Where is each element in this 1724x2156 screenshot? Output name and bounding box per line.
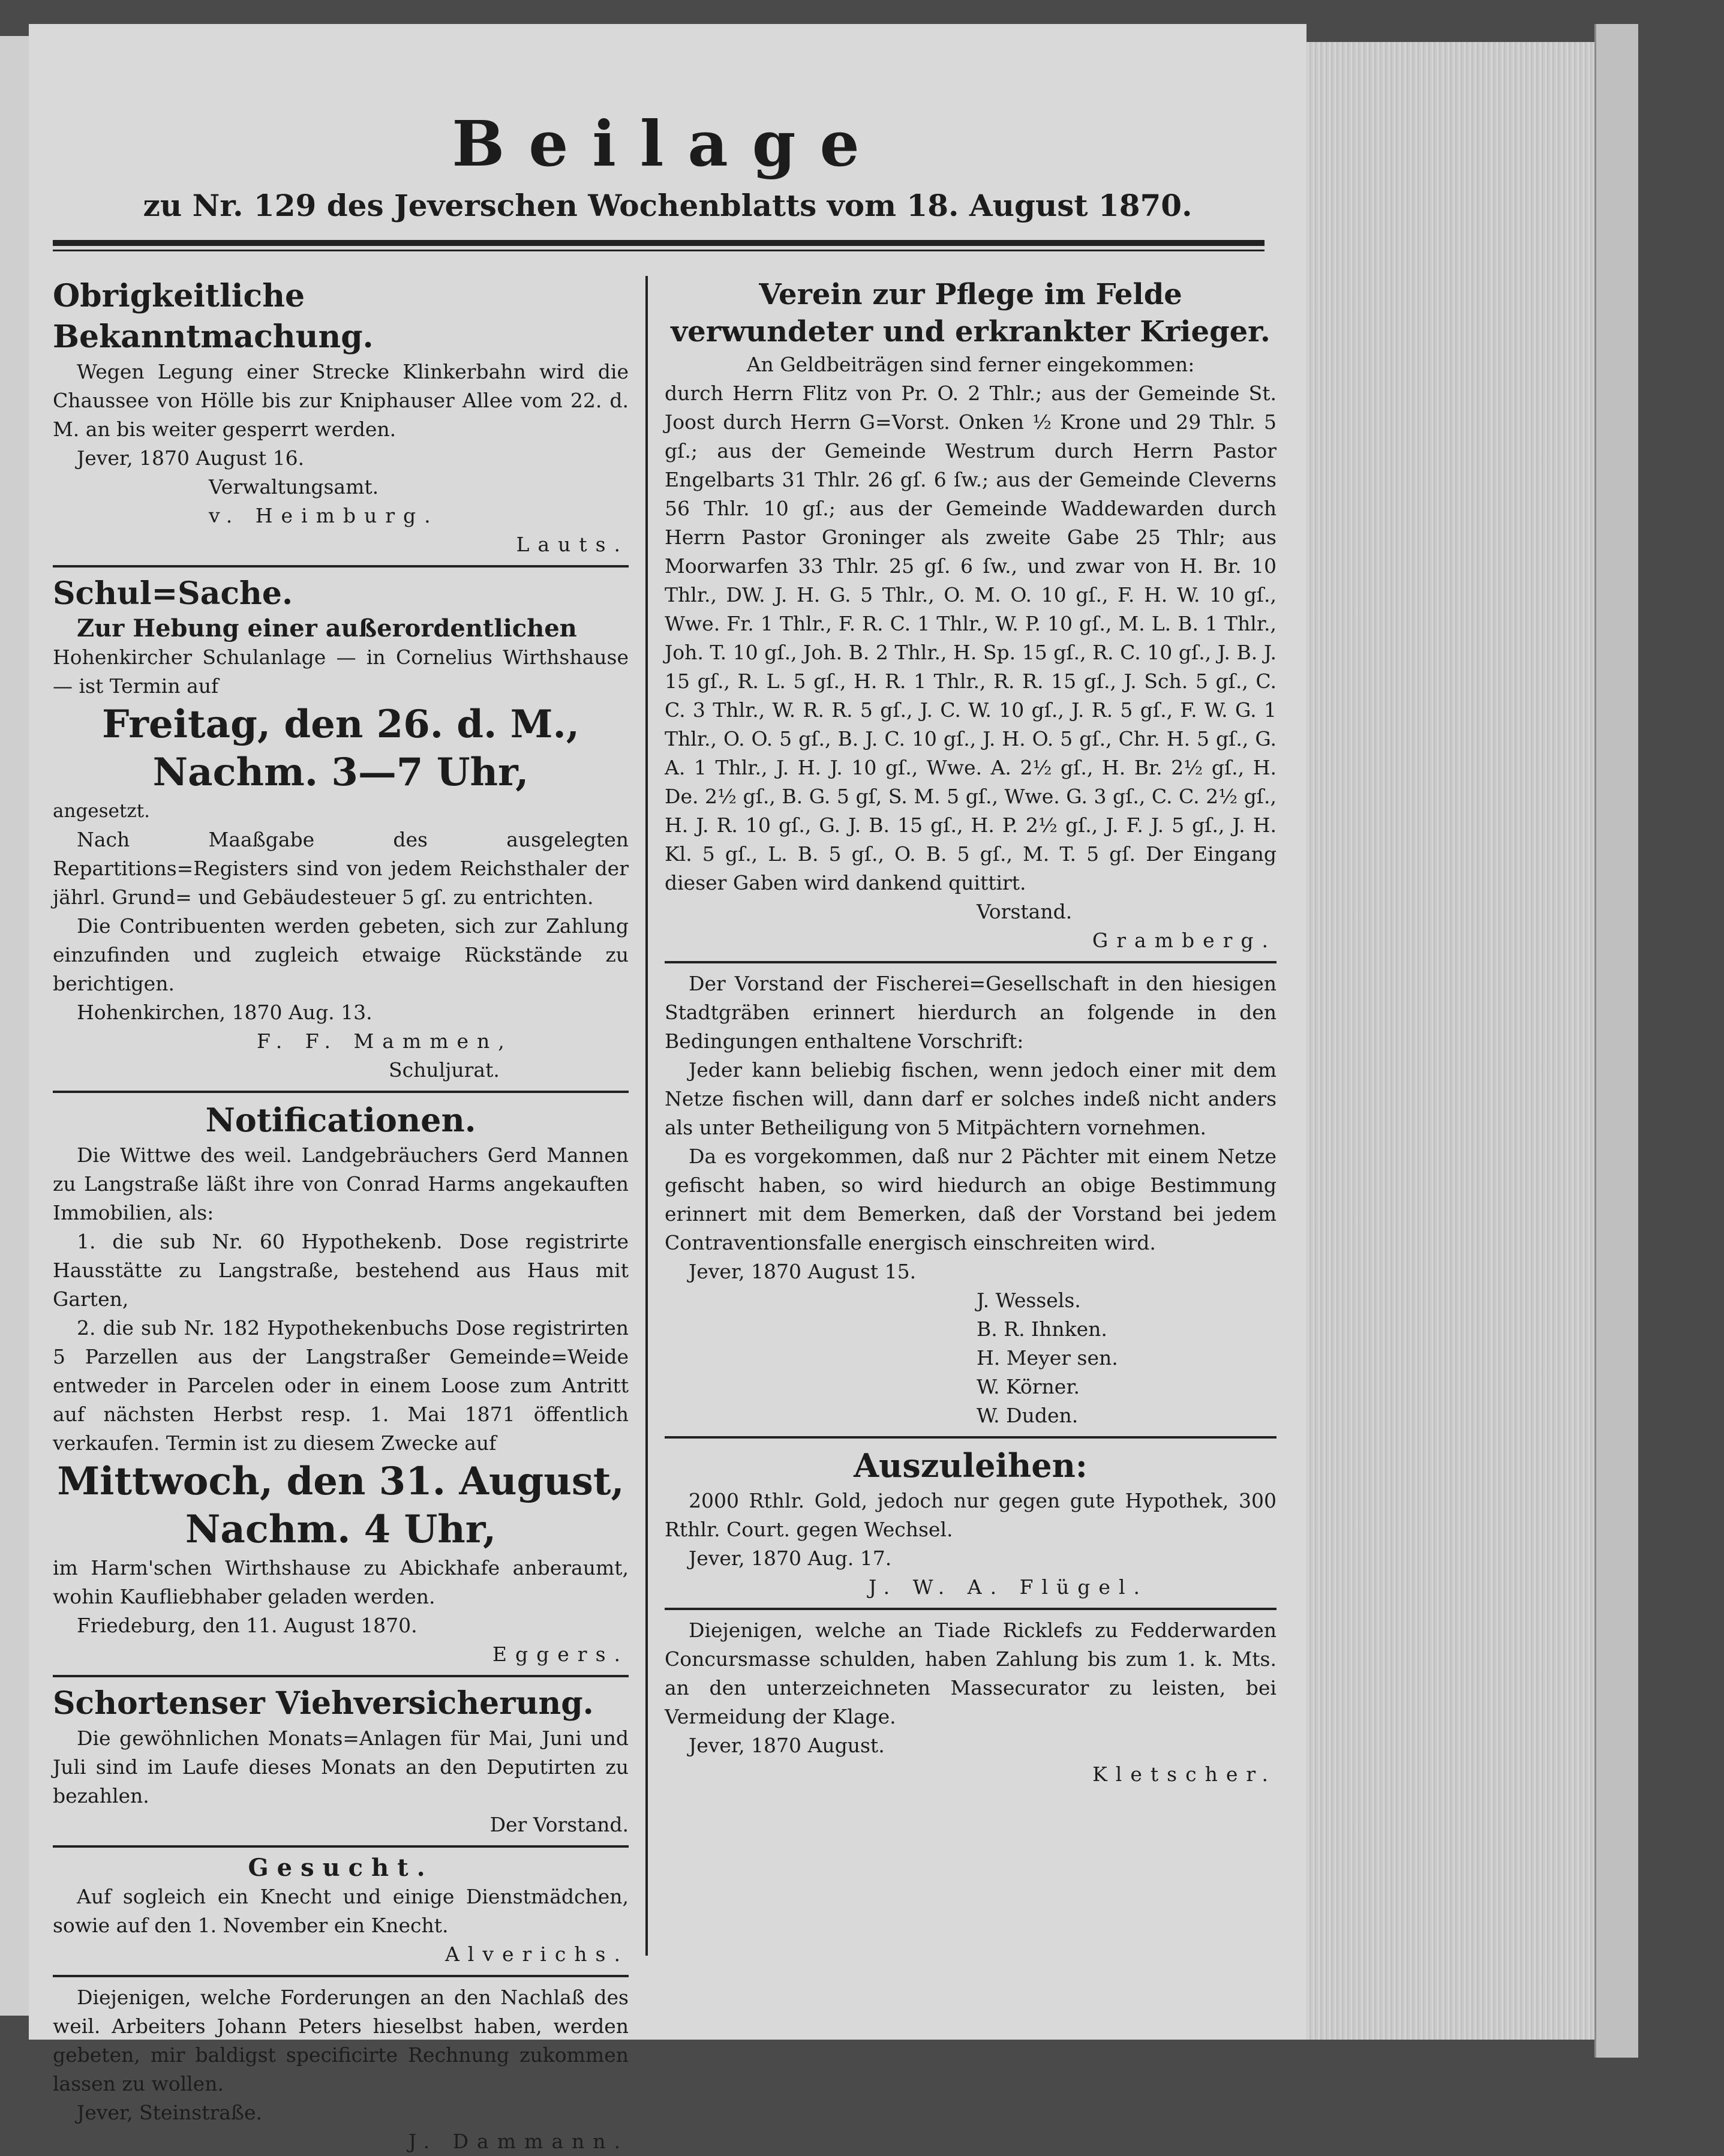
notice-time-big: Nachm. 3—7 Uhr, <box>152 750 529 795</box>
page-subtitle: zu Nr. 129 des Jeverschen Wochenblatts vom 18. August 1870. <box>143 188 1193 223</box>
newspaper-page <box>29 24 1306 2153</box>
notice-body: Wegen Legung einer Strecke Klinkerbahn wird die Chaussee von Hölle bis zur Kniphauser Allee vom 22. d. M. an bis weiter gesperrt werden. <box>53 360 629 441</box>
divider <box>53 1845 629 1848</box>
signature-name: J. Wessels. <box>977 1289 1081 1312</box>
notice-auszuleihen <box>665 1445 1277 1602</box>
notice-item-2: 2. die sub Nr. 182 Hypothekenbuchs Dose registrirten 5 Parzellen aus der Langstraßer Gemeinde=Weide entweder in Parcelen oder in einem Loose zum Antritt auf nächsten Herbst resp. 1. Mai 1871 öffentlich verkaufen. Termin ist zu diesem Zwecke auf <box>53 1316 629 1455</box>
notice-item-1: 1. die sub Nr. 60 Hypothekenb. Dose registrirte Hausstätte zu Langstraße, bestehend aus Haus mit Garten, <box>53 1230 629 1311</box>
notice-signature: Der Vorstand. <box>489 1813 629 1836</box>
notice-body: Nach Maaßgabe des ausgelegten Repartitions=Registers sind von jedem Reichsthaler der jährl. Grund= und Gebäudesteuer 5 gſ. zu entrichten. <box>53 828 629 909</box>
notice-signature: J. W. A. Flügel. <box>869 1575 1148 1599</box>
divider <box>665 1436 1277 1439</box>
notice-obrigkeit <box>53 276 629 559</box>
notice-verein <box>665 276 1277 955</box>
notice-heading: Schul=Sache. <box>53 575 293 612</box>
notice-vorstand: Vorstand. <box>977 900 1073 923</box>
notice-date: Jever, 1870 August 16. <box>77 446 305 470</box>
notice-date: Friedeburg, den 11. August 1870. <box>77 1614 418 1637</box>
notice-body: Diejenigen, welche Forderungen an den Nachlaß des weil. Arbeiters Johann Peters hieselbst haben, werden gebeten, mir baldigst specificirte Rechnung zukommen lassen zu wollen. <box>53 1986 629 2095</box>
notice-date: Jever, 1870 August 15. <box>689 1260 917 1283</box>
notice-signature-2: Lauts. <box>516 533 629 556</box>
signature-name: W. Duden. <box>977 1404 1079 1427</box>
column-divider <box>645 276 648 1956</box>
facing-page-edge <box>0 36 31 2016</box>
notice-body: durch Herrn Flitz von Pr. O. 2 Thlr.; aus der Gemeinde St. Joost durch Herrn G=Vorst. Onken ½ Krone und 29 Thlr. 5 gſ.; aus der Gemeinde Westrum durch Herrn Pastor Engelbarts 31 Thlr. 26 gſ. 6 ſw.; aus der Gemeinde Cleverns 56 Thlr. 10 gſ.; aus der Gemeinde Waddewarden durch Herrn Pastor Groninger als zweite Gabe 25 Thlr; aus Moorwarfen 33 Thlr. 25 gſ. 6 ſw., und zwar von H. Br. 10 Thlr., DW. J. H. G. 5 Thlr., O. M. O. 10 gſ., F. H. W. 10 gſ., Wwe. Fr. 1 Thlr., F. R. C. 1 Thlr., W. P. 10 gſ., M. L. B. 1 Thlr., Joh. T. 10 gſ., Joh. B. 2 Thlr., H. Sp. 15 gſ., R. C. 10 gſ., J. B. J. 15 gſ., R. L. 5 gſ., H. R. 1 Thlr., R. R. 15 gſ., J. Sch. 5 gſ., C. C. 3 Thlr., W. R. R. 5 gſ., J. C. W. 10 gſ., J. R. 5 gſ., F. W. G. 1 Thlr., O. O. 5 gſ., B. J. C. 10 gſ., J. H. O. 5 gſ., Chr. H. 5 gſ., G. A. 1 Thlr., J. H. J. 10 gſ., Wwe. A. 2½ gſ., H. Br. 2½ gſ., H. De. 2½ gſ., B. G. 5 gſ, S. M. 5 gſ., Wwe. G. 3 gſ., C. C. 2½ gſ., H. J. R. 10 gſ., G. J. B. 15 gſ., H. P. 2½ gſ., J. F. J. 5 gſ., J. H. Kl. 5 gſ., L. B. 5 gſ., O. B. 5 gſ., M. T. 5 gſ. Der Eingang dieser Gaben wird dankend quittirt. <box>665 382 1277 894</box>
notice-date: Jever, 1870 August. <box>689 1734 885 1757</box>
divider <box>665 1608 1277 1610</box>
notice-body: Die gewöhnlichen Monats=Anlagen für Mai, Juni und Juli sind im Laufe dieses Monats an den Deputirten zu bezahlen. <box>53 1726 629 1807</box>
divider <box>53 1091 629 1093</box>
notice-heading: Obrigkeitliche Bekanntmachung. <box>53 278 374 355</box>
notice-peters <box>53 1983 629 2156</box>
notice-signature: Eggers. <box>492 1642 629 1666</box>
notice-date-big: Freitag, den 26. d. M., <box>101 702 580 747</box>
notice-signature: J. Dammann. <box>408 2130 629 2153</box>
notice-body-2: Jeder kann beliebig fischen, wenn jedoch einer mit dem Netze fischen will, dann darf er solches indeß nicht anders als unter Betheiligung von 5 Mitpächtern vornehmen. <box>665 1058 1277 1139</box>
masthead-rule <box>53 240 1265 246</box>
notice-notifications <box>53 1099 629 1669</box>
notice-body: Der Vorstand der Fischerei=Gesellschaft in den hiesigen Stadtgräben erinnert hierdurch an folgende in den Bedingungen enthaltene Vorschrift: <box>665 972 1277 1053</box>
book-page-edges <box>1306 42 1597 2040</box>
notice-schortens <box>53 1683 629 1839</box>
divider <box>53 565 629 567</box>
notice-body: Auf sogleich ein Knecht und einige Dienstmädchen, sowie auf den 1. November ein Knecht. <box>53 1885 629 1937</box>
notice-text: angesetzt. <box>53 800 150 822</box>
divider <box>53 1975 629 1977</box>
notice-heading: Verein zur Pflege im Felde verwundeter und erkrankter Krieger. <box>671 278 1271 349</box>
signature-name: B. R. Ihnken. <box>977 1317 1107 1341</box>
notice-role: Schuljurat. <box>389 1058 500 1082</box>
notice-intro: An Geldbeiträgen sind ferner eingekommen: <box>746 353 1195 376</box>
masthead <box>29 108 1306 227</box>
notice-heading: Gesucht. <box>248 1854 434 1882</box>
notice-concurs <box>665 1616 1277 1789</box>
signature-name: W. Körner. <box>977 1375 1080 1398</box>
notice-date: Hohenkirchen, 1870 Aug. 13. <box>77 1001 373 1024</box>
notice-signature: v. Heimburg. <box>209 504 439 527</box>
notice-heading: Auszuleihen: <box>854 1446 1088 1485</box>
notice-office: Verwaltungsamt. <box>209 475 379 499</box>
notice-date: Jever, Steinstraße. <box>77 2101 262 2124</box>
notice-gesucht <box>53 1854 629 1969</box>
divider <box>53 1675 629 1677</box>
notice-heading: Notificationen. <box>205 1101 476 1139</box>
divider <box>665 961 1277 963</box>
notice-body: 2000 Rthlr. Gold, jedoch nur gegen gute Hypothek, 300 Rthlr. Court. gegen Wechsel. <box>665 1489 1277 1541</box>
page-title: Beilage <box>452 107 884 181</box>
notice-body-3: Da es vorgekommen, daß nur 2 Pächter mit einem Netze gefischt haben, so wird hiedurch an obige Bestimmung erinnert mit dem Bemerken, daß der Vorstand bei jedem Contraventionsfalle energisch einschreiten wird. <box>665 1145 1277 1254</box>
signature-name: H. Meyer sen. <box>977 1346 1118 1370</box>
left-column <box>53 276 629 2156</box>
notice-body-2: im Harm'schen Wirthshause zu Abickhafe anberaumt, wohin Kaufliebhaber geladen werden. <box>53 1556 629 1608</box>
notice-signature: Gramberg. <box>1092 929 1277 952</box>
right-column <box>665 276 1277 1789</box>
notice-signature: F. F. Mammen, <box>257 1029 513 1053</box>
notice-intro: Zur Hebung einer außerordentlichen <box>77 614 577 642</box>
masthead-rule-thin <box>53 250 1265 251</box>
book-cover <box>1594 24 1638 2058</box>
notice-date-big: Mittwoch, den 31. August, <box>57 1459 624 1504</box>
notice-schul <box>53 573 629 1085</box>
notice-signature: Kletscher. <box>1092 1762 1277 1786</box>
notice-time-big: Nachm. 4 Uhr, <box>185 1507 497 1552</box>
notice-body: Die Wittwe des weil. Landgebräuchers Gerd Mannen zu Langstraße läßt ihre von Conrad Harms angekauften Immobilien, als: <box>53 1143 629 1224</box>
notice-body: Diejenigen, welche an Tiade Ricklefs zu Fedderwarden Concursmasse schulden, haben Zahlung bis zum 1. k. Mts. an den unterzeichneten Massecurator zu leisten, bei Vermeidung der Klage. <box>665 1618 1277 1728</box>
notice-body-2: Die Contribuenten werden gebeten, sich zur Zahlung einzufinden und zugleich etwaige Rückstände zu berichtigen. <box>53 914 629 995</box>
notice-date: Jever, 1870 Aug. 17. <box>689 1547 892 1570</box>
notice-intro-2: Hohenkircher Schulanlage — in Cornelius Wirthshause — ist Termin auf <box>53 645 629 698</box>
notice-signature: Alverichs. <box>444 1942 629 1966</box>
notice-heading: Schortenser Viehversicherung. <box>53 1685 594 1722</box>
notice-fischerei <box>665 969 1277 1430</box>
